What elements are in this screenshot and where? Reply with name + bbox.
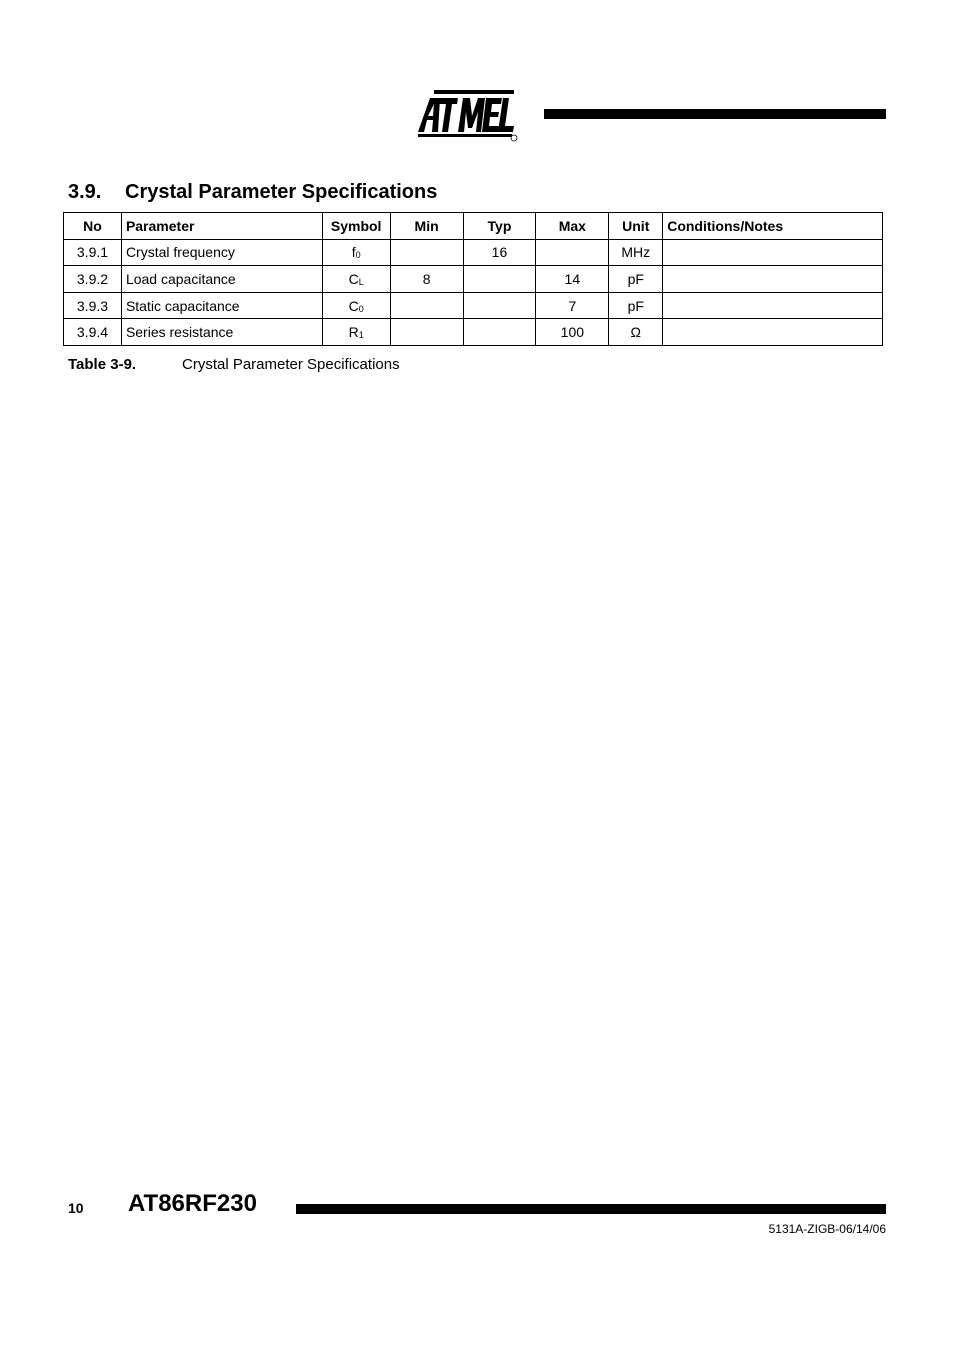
section-title: Crystal Parameter Specifications xyxy=(125,181,438,203)
row-notes xyxy=(663,292,883,319)
section-number: 3.9. xyxy=(68,181,102,203)
row-min xyxy=(390,319,463,346)
header-max: Max xyxy=(536,213,609,240)
row-notes xyxy=(663,319,883,346)
section-heading xyxy=(68,181,437,204)
row-parameter: Series resistance xyxy=(121,319,322,346)
row-max: 100 xyxy=(536,319,609,346)
row-parameter: Crystal frequency xyxy=(121,239,322,266)
row-typ xyxy=(463,319,536,346)
row-unit: pF xyxy=(609,266,663,293)
row-notes xyxy=(663,266,883,293)
table-row xyxy=(64,292,883,319)
row-max: 14 xyxy=(536,266,609,293)
row-typ: 16 xyxy=(463,239,536,266)
table-row xyxy=(64,319,883,346)
header-symbol: Symbol xyxy=(322,213,390,240)
row-max xyxy=(536,239,609,266)
row-typ xyxy=(463,292,536,319)
symbol-subscript: 0 xyxy=(358,303,364,314)
row-parameter: Static capacitance xyxy=(121,292,322,319)
header-rule xyxy=(544,109,886,119)
symbol-subscript: 0 xyxy=(355,250,361,261)
header-notes: Conditions/Notes xyxy=(663,213,883,240)
row-min: 8 xyxy=(390,266,463,293)
caption-label: Table 3-9. xyxy=(68,356,137,373)
caption-text: Crystal Parameter Specifications xyxy=(182,356,400,373)
row-no: 3.9.1 xyxy=(64,239,122,266)
crystal-parameter-table xyxy=(63,212,883,346)
symbol-base: C xyxy=(348,270,359,287)
row-symbol xyxy=(322,266,390,293)
symbol-subscript: L xyxy=(358,276,364,287)
symbol-base: f xyxy=(351,244,356,261)
symbol-base: C xyxy=(348,297,359,314)
symbol-subscript: 1 xyxy=(358,330,364,341)
row-min xyxy=(390,239,463,266)
table-header-row xyxy=(64,213,883,240)
table-row xyxy=(64,266,883,293)
row-notes xyxy=(663,239,883,266)
row-unit: Ω xyxy=(609,319,663,346)
row-min xyxy=(390,292,463,319)
atmel-logo xyxy=(416,86,520,142)
header-typ: Typ xyxy=(463,213,536,240)
product-name: AT86RF230 xyxy=(128,1190,257,1217)
document-code: 5131A-ZIGB-06/14/06 xyxy=(768,1222,886,1236)
row-unit: MHz xyxy=(609,239,663,266)
row-no: 3.9.2 xyxy=(64,266,122,293)
header-min: Min xyxy=(390,213,463,240)
row-parameter: Load capacitance xyxy=(121,266,322,293)
footer-rule xyxy=(296,1204,886,1214)
row-no: 3.9.4 xyxy=(64,319,122,346)
header-unit: Unit xyxy=(609,213,663,240)
row-typ xyxy=(463,266,536,293)
row-symbol xyxy=(322,239,390,266)
row-unit: pF xyxy=(609,292,663,319)
symbol-base: R xyxy=(348,324,359,341)
table-caption xyxy=(68,356,400,373)
header-no: No xyxy=(64,213,122,240)
row-symbol xyxy=(322,319,390,346)
table-row xyxy=(64,239,883,266)
row-max: 7 xyxy=(536,292,609,319)
page-number: 10 xyxy=(68,1200,84,1216)
row-symbol xyxy=(322,292,390,319)
header-parameter: Parameter xyxy=(121,213,322,240)
row-no: 3.9.3 xyxy=(64,292,122,319)
